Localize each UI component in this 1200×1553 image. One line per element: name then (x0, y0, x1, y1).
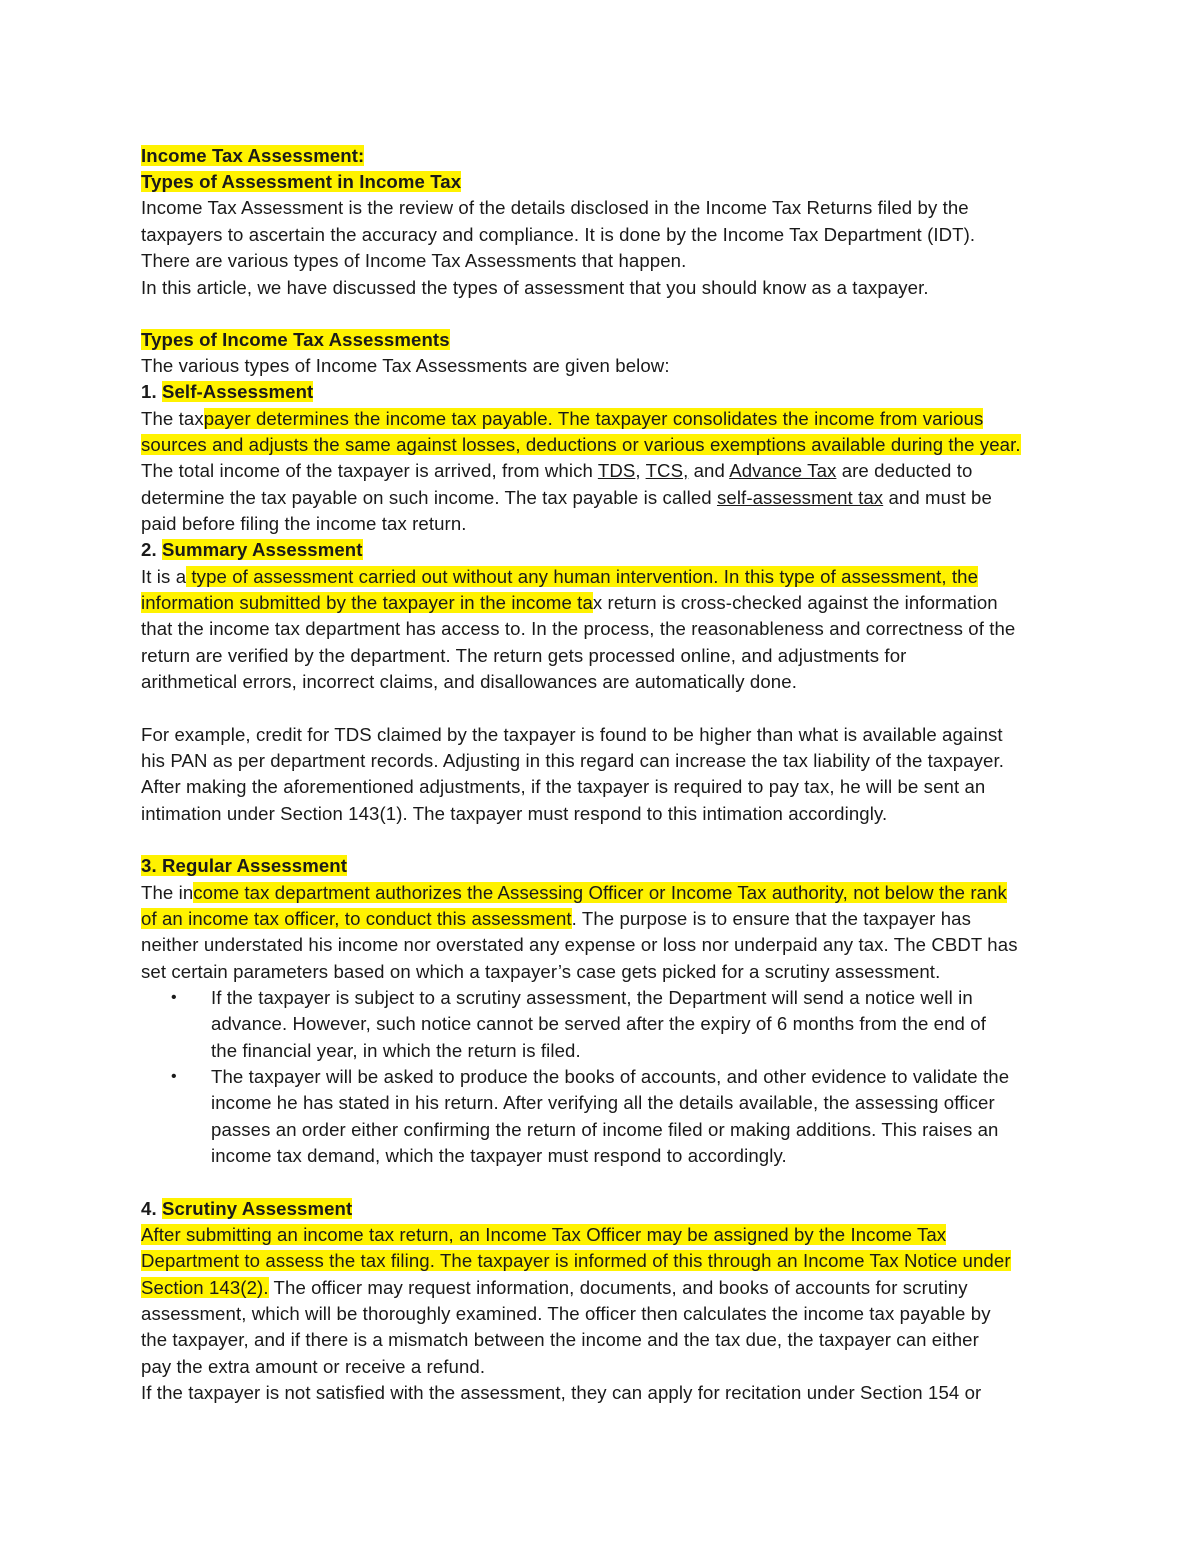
types-heading: Types of Income Tax Assessments (141, 329, 450, 350)
advance-tax-link[interactable]: Advance Tax (729, 460, 837, 481)
document-subtitle: Types of Assessment in Income Tax (141, 171, 462, 192)
bullet-icon: • (171, 989, 177, 1006)
paragraph-line: determine the tax payable on such income. The tax payable is called self-assessment tax and must be (141, 487, 992, 508)
paragraph-line: set certain parameters based on which a taxpayer’s case gets picked for a scrutiny assessment. (141, 961, 941, 982)
paragraph-line: that the income tax department has access to. In the process, the reasonableness and correctness of the (141, 618, 1016, 639)
paragraph-line: arithmetical errors, incorrect claims, and disallowances are automatically done. (141, 671, 797, 692)
paragraph-line: Section 143(2). The officer may request information, documents, and books of accounts for scrutiny (141, 1277, 968, 1298)
bullet-icon: • (171, 1068, 177, 1085)
paragraph-line: pay the extra amount or receive a refund. (141, 1356, 486, 1377)
bullet-line: If the taxpayer is subject to a scrutiny assessment, the Department will send a notice well in (211, 987, 973, 1008)
paragraph-line: If the taxpayer is not satisfied with the assessment, they can apply for recitation under Section 154 or (141, 1382, 982, 1403)
types-intro: The various types of Income Tax Assessments are given below: (141, 355, 670, 376)
document-title: Income Tax Assessment: (141, 145, 365, 166)
paragraph-line: intimation under Section 143(1). The taxpayer must respond to this intimation accordingly. (141, 803, 888, 824)
paragraph-line: his PAN as per department records. Adjusting in this regard can increase the tax liability of the taxpayer. (141, 750, 1005, 771)
bullet-line: income he has stated in his return. After verifying all the details available, the assessing officer (211, 1092, 995, 1113)
paragraph-line: paid before filing the income tax return. (141, 513, 467, 534)
intro-line: Income Tax Assessment is the review of the details disclosed in the Income Tax Returns filed by the (141, 197, 969, 218)
paragraph-line: information submitted by the taxpayer in the income tax return is cross-checked against the information (141, 592, 998, 613)
paragraph-line: neither understated his income nor overstated any expense or loss nor underpaid any tax. The CBDT has (141, 934, 1018, 955)
bullet-line: income tax demand, which the taxpayer must respond to accordingly. (211, 1145, 787, 1166)
paragraph-line: the taxpayer, and if there is a mismatch between the income and the tax due, the taxpayer can either (141, 1329, 979, 1350)
paragraph-line: The taxpayer determines the income tax payable. The taxpayer consolidates the income from various (141, 408, 984, 429)
paragraph-line: It is a type of assessment carried out without any human intervention. In this type of assessment, the (141, 566, 979, 587)
paragraph-line: sources and adjusts the same against losses, deductions or various exemptions available during the year. (141, 434, 1021, 455)
paragraph-line: After submitting an income tax return, an Income Tax Officer may be assigned by the Income Tax (141, 1224, 947, 1245)
regular-assessment-heading: 3. Regular Assessment (141, 855, 348, 876)
intro-line: In this article, we have discussed the types of assessment that you should know as a taxpayer. (141, 277, 929, 298)
tcs-link[interactable]: TCS, (645, 460, 689, 481)
paragraph-line: assessment, which will be thoroughly examined. The officer then calculates the income tax payable by (141, 1303, 991, 1324)
paragraph-line: return are verified by the department. The return gets processed online, and adjustments for (141, 645, 907, 666)
paragraph-line: of an income tax officer, to conduct this assessment. The purpose is to ensure that the taxpayer has (141, 908, 971, 929)
bullet-line: advance. However, such notice cannot be served after the expiry of 6 months from the end of (211, 1013, 986, 1034)
scrutiny-assessment-heading: 4. Scrutiny Assessment (141, 1198, 353, 1219)
paragraph-line: The income tax department authorizes the Assessing Officer or Income Tax authority, not below the rank (141, 882, 1007, 903)
self-assessment-heading: 1. Self-Assessment (141, 381, 314, 402)
intro-line: There are various types of Income Tax Assessments that happen. (141, 250, 687, 271)
summary-assessment-heading: 2. Summary Assessment (141, 539, 363, 560)
paragraph-line: Department to assess the tax filing. The taxpayer is informed of this through an Income Tax Notice under (141, 1250, 1011, 1271)
bullet-line: passes an order either confirming the return of income filed or making additions. This raises an (211, 1119, 999, 1140)
paragraph-line: For example, credit for TDS claimed by the taxpayer is found to be higher than what is available against (141, 724, 1003, 745)
intro-line: taxpayers to ascertain the accuracy and compliance. It is done by the Income Tax Department (IDT). (141, 224, 976, 245)
tds-link[interactable]: TDS (597, 460, 636, 481)
paragraph-line: After making the aforementioned adjustments, if the taxpayer is required to pay tax, he will be sent an (141, 776, 986, 797)
bullet-line: the financial year, in which the return is filed. (211, 1040, 581, 1061)
bullet-line: The taxpayer will be asked to produce the books of accounts, and other evidence to validate the (211, 1066, 1010, 1087)
paragraph-line: The total income of the taxpayer is arrived, from which TDS, TCS, and Advance Tax are deducted to (141, 460, 973, 481)
self-assessment-tax-link[interactable]: self-assessment tax (716, 487, 884, 508)
